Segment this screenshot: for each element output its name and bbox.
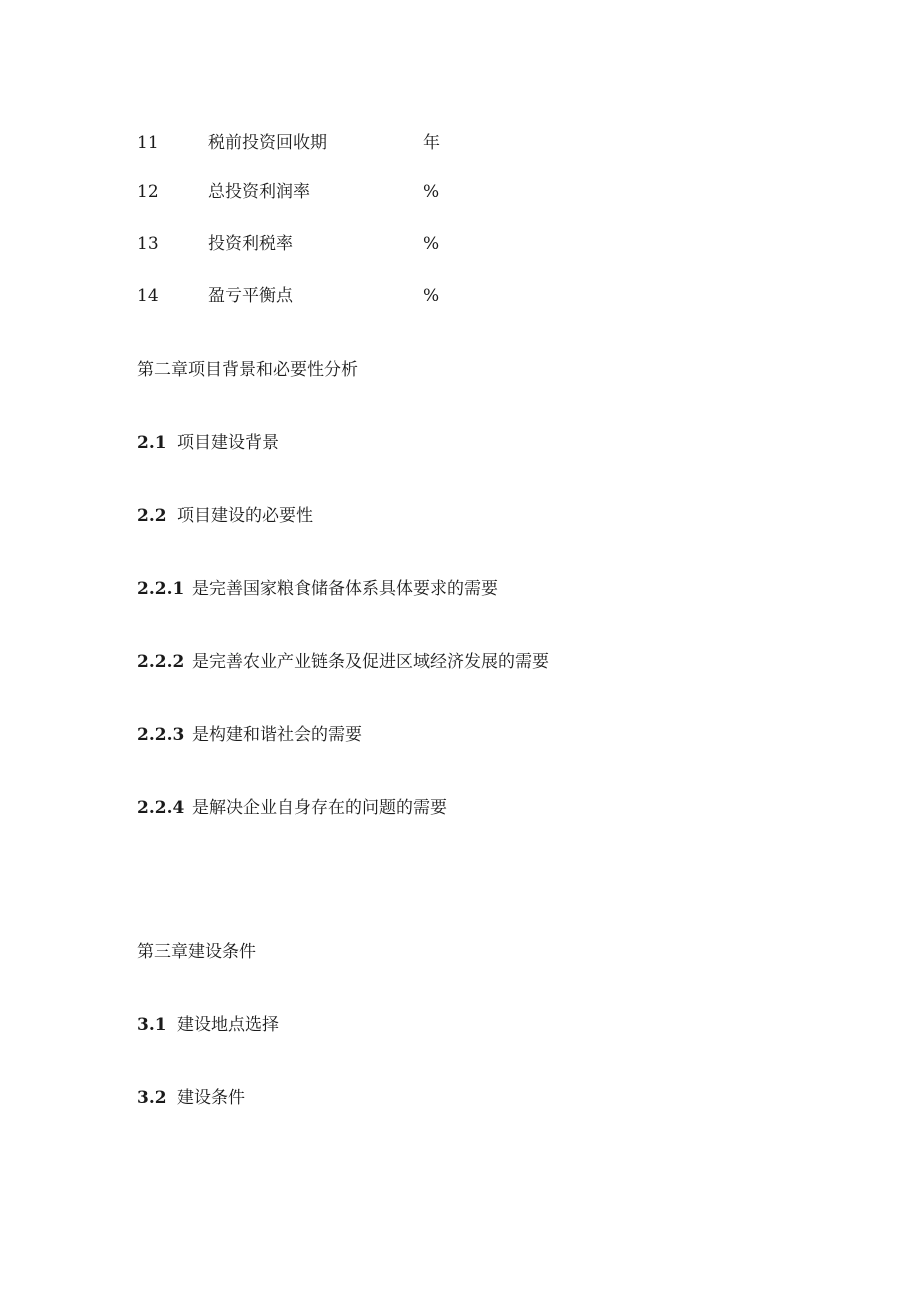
section-number: 2.1 — [137, 433, 167, 453]
row-number: 14 — [137, 286, 159, 306]
section-number: 2.2.1 — [137, 579, 185, 599]
row-unit: % — [423, 182, 440, 202]
row-unit: % — [423, 234, 440, 254]
chapter-3-heading: 第三章建设条件 — [137, 942, 256, 962]
section-title: 项目建设的必要性 — [177, 506, 313, 526]
section-title: 是完善国家粮食储备体系具体要求的需要 — [192, 579, 498, 599]
section-number: 3.2 — [137, 1088, 167, 1108]
section-2-2-4-heading — [137, 793, 447, 823]
section-title: 项目建设背景 — [177, 433, 279, 453]
row-unit: 年 — [423, 133, 440, 153]
section-title: 是完善农业产业链条及促进区域经济发展的需要 — [192, 652, 549, 672]
section-number: 2.2.2 — [137, 652, 185, 672]
row-item-name: 税前投资回收期 — [208, 133, 327, 153]
section-title: 是构建和谐社会的需要 — [192, 725, 362, 745]
section-2-2-heading — [137, 501, 313, 531]
row-number: 12 — [137, 182, 159, 202]
row-number: 13 — [137, 234, 159, 254]
section-title: 建设地点选择 — [177, 1015, 279, 1035]
row-item-name: 总投资利润率 — [208, 182, 310, 202]
section-number: 3.1 — [137, 1015, 167, 1035]
section-title: 建设条件 — [177, 1088, 245, 1108]
section-3-1-heading — [137, 1010, 279, 1040]
section-title: 是解决企业自身存在的问题的需要 — [192, 798, 447, 818]
section-number: 2.2.3 — [137, 725, 185, 745]
row-item-name: 投资利税率 — [208, 234, 293, 254]
chapter-2-heading: 第二章项目背景和必要性分析 — [137, 360, 358, 380]
row-item-name: 盈亏平衡点 — [208, 286, 293, 306]
section-number: 2.2 — [137, 506, 167, 526]
section-2-2-3-heading — [137, 720, 362, 750]
section-2-1-heading — [137, 428, 279, 458]
row-unit: % — [423, 286, 440, 306]
section-number: 2.2.4 — [137, 798, 185, 818]
row-number: 11 — [137, 133, 159, 153]
section-2-2-2-heading — [137, 647, 549, 677]
section-3-2-heading — [137, 1083, 245, 1113]
section-2-2-1-heading — [137, 574, 498, 604]
